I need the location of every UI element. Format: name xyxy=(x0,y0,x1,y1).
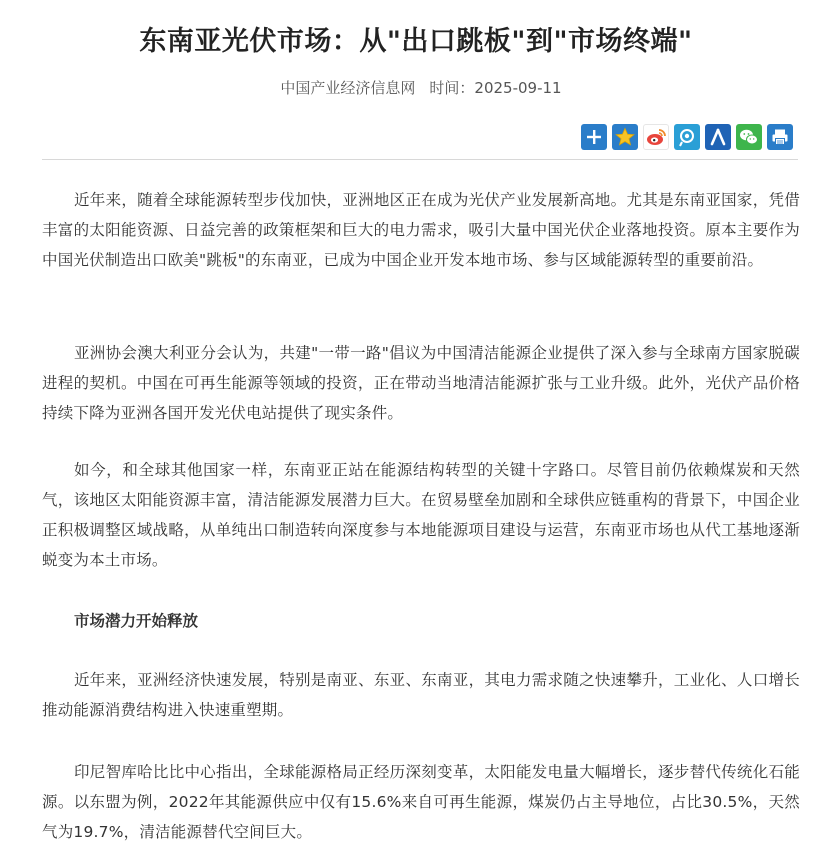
paragraph: 近年来，随着全球能源转型步伐加快，亚洲地区正在成为光伏产业发展新高地。尤其是东南亚国家，凭借丰富的太阳能资源、日益完善的政策框架和巨大的电力需求，吸引大量中国光伏企业落地投资。原本主要作为中国光伏制造出口欧美"跳板"的东南亚，已成为中国企业开发本地市场、参与区域能源转型的重要前沿。 xyxy=(42,191,800,269)
share-more-button[interactable] xyxy=(581,124,607,150)
paragraph: 亚洲协会澳大利亚分会认为，共建"一带一路"倡议为中国清洁能源企业提供了深入参与全球南方国家脱碳进程的契机。中国在可再生能源等领域的投资，正在带动当地清洁能源扩张与工业升级。此外，光伏产品价格持续下降为亚洲各国开发光伏电站提供了现实条件。 xyxy=(42,344,800,422)
wechat-share-button[interactable] xyxy=(736,124,762,150)
tencent-weibo-share-button[interactable] xyxy=(674,124,700,150)
weibo-icon xyxy=(645,127,667,147)
share-bar xyxy=(581,124,793,150)
renren-share-button[interactable] xyxy=(705,124,731,150)
print-button[interactable] xyxy=(767,124,793,150)
article-title: 东南亚光伏市场：从"出口跳板"到"市场终端" xyxy=(139,26,693,57)
section-heading: 市场潜力开始释放 xyxy=(74,612,199,630)
article-time: 时间：2025-09-11 xyxy=(429,79,562,97)
paragraph: 近年来，亚洲经济快速发展，特别是南亚、东亚、东南亚，其电力需求随之快速攀升，工业化、人口增长推动能源消费结构进入快速重塑期。 xyxy=(42,671,800,719)
share-more-icon xyxy=(586,129,602,145)
paragraph: 印尼智库哈比比中心指出，全球能源格局正经历深刻变革，太阳能发电量大幅增长，逐步替代传统化石能源。以东盟为例，2022年其能源供应中仅有15.6%来自可再生能源，煤炭仍占主导地位，占比30.5%，天然气为19.7%，清洁能源替代空间巨大。 xyxy=(42,763,800,841)
article-meta xyxy=(0,77,832,99)
print-icon xyxy=(771,128,789,146)
article-source: 中国产业经济信息网 xyxy=(280,79,416,97)
wechat-icon xyxy=(738,127,760,147)
favorite-button[interactable] xyxy=(612,124,638,150)
paragraph: 如今，和全球其他国家一样，东南亚正站在能源结构转型的关键十字路口。尽管目前仍依赖煤炭和天然气，该地区太阳能资源丰富，清洁能源发展潜力巨大。在贸易壁垒加剧和全球供应链重构的背景下，中国企业正积极调整区域战略，从单纯出口制造转向深度参与本地能源项目建设与运营，东南亚市场也从代工基地逐渐蜕变为本土市场。 xyxy=(42,461,800,569)
tencent-weibo-icon xyxy=(677,127,697,147)
header-divider xyxy=(42,159,798,160)
renren-icon xyxy=(708,127,728,147)
weibo-share-button[interactable] xyxy=(643,124,669,150)
favorite-star-icon xyxy=(615,127,635,147)
